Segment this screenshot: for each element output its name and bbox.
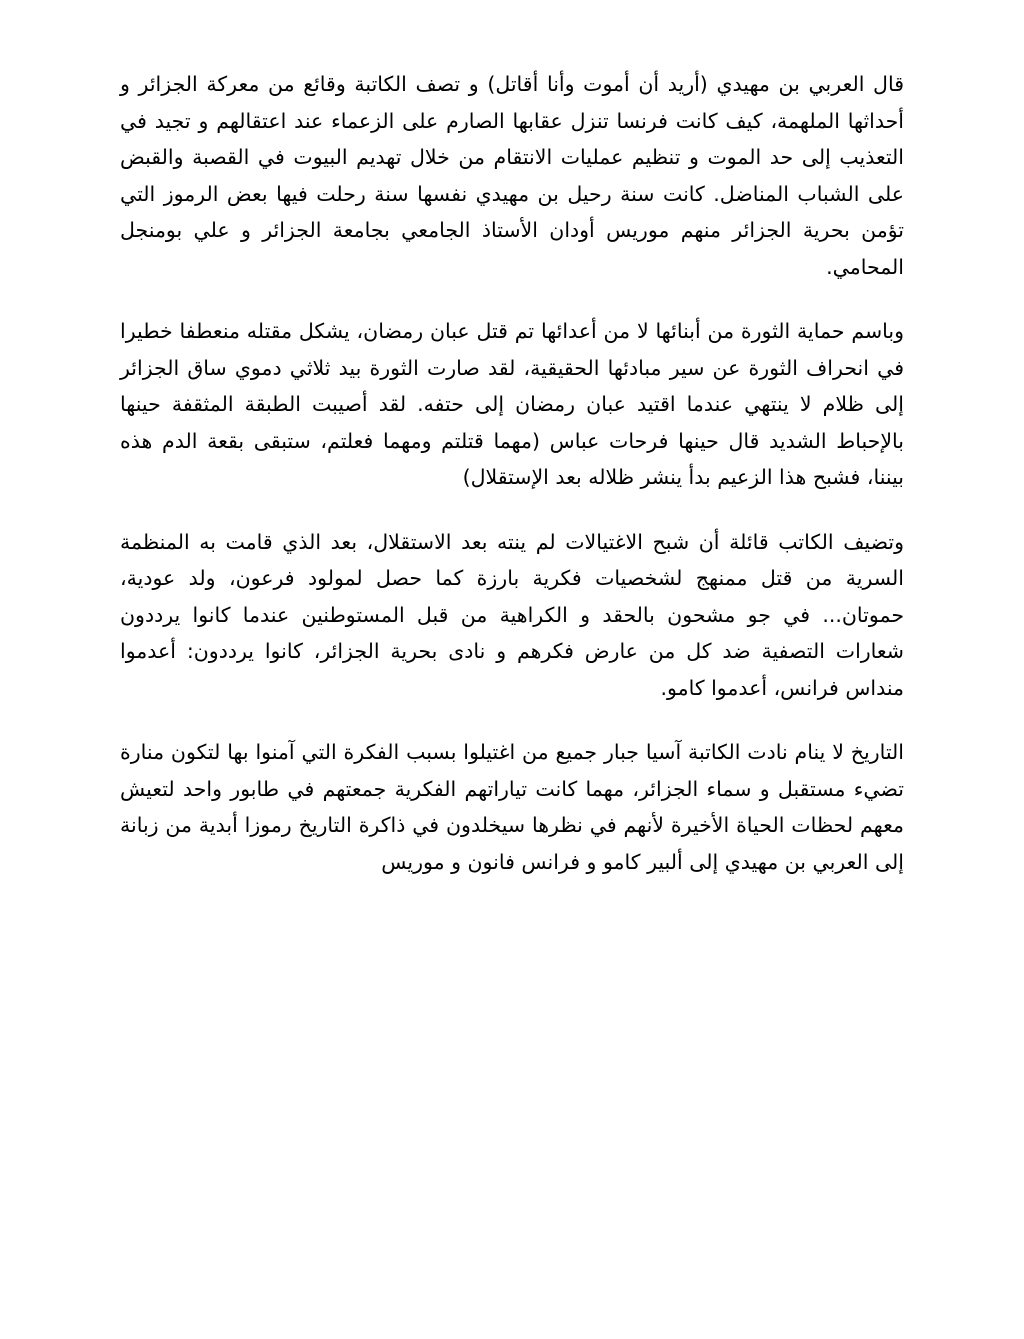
paragraph-3: وتضيف الكاتب قائلة أن شبح الاغتيالات لم ينته بعد الاستقلال، بعد الذي قامت به المنظمة السرية من قتل ممنهج لشخصيات فكرية بارزة كما حصل لمولود فرعون، ولد عودية، حموتان... في جو مشحون بالحقد و الكراهية من قبل المستوطنين عندما كانوا يرددون شعارات التصفية ضد كل من عارض فكرهم و نادى بحرية الجزائر، كانوا يرددون: أعدموا منداس فرانس، أعدموا كامو. <box>120 529 904 700</box>
paragraph-4: التاريخ لا ينام نادت الكاتبة آسيا جبار جميع من اغتيلوا بسبب الفكرة التي آمنوا بها لتكون منارة تضيء مستقبل و سماء الجزائر، مهما كانت تياراتهم الفكرية جمعتهم في طابور واحد لتعيش معهم لحظات الحياة الأخيرة لأنهم في نظرها سيخلدون في ذاكرة التاريخ رموزا أبدية من زبانة إلى العربي بن مهيدي إلى ألبير كامو و فرانس فانون و موريس <box>120 740 904 874</box>
paragraph-1: قال العربي بن مهيدي (أريد أن أموت وأنا أقاتل) و تصف الكاتبة وقائع من معركة الجزائر و أحداثها الملهمة، كيف كانت فرنسا تنزل عقابها الصارم على الزعماء عند اعتقالهم و تجيد في التعذيب إلى حد الموت و تنظيم عمليات الانتقام من خلال تهديم البيوت في القصبة والقبض على الشباب المناضل. كانت سنة رحيل بن مهيدي نفسها سنة رحلت فيها بعض الرموز التي تؤمن بحرية الجزائر منهم موريس أودان الأستاذ الجامعي بجامعة الجزائر و علي بومنجل المحامي. <box>120 72 904 279</box>
document-page <box>120 66 904 908</box>
paragraph-2: وباسم حماية الثورة من أبنائها لا من أعدائها تم قتل عبان رمضان، يشكل مقتله منعطفا خطيرا في انحراف الثورة عن سير مبادئها الحقيقية، لقد صارت الثورة بيد ثلاثي دموي ساق الجزائر إلى ظلام لا ينتهي عندما اقتيد عبان رمضان إلى حتفه. لقد أصيبت الطبقة المثقفة حينها بالإحباط الشديد قال حينها فرحات عباس (مهما قتلتم ومهما فعلتم، ستبقى بقعة الدم هذه بيننا، فشبح هذا الزعيم بدأ ينشر ظلاله بعد الإستقلال) <box>120 319 904 489</box>
